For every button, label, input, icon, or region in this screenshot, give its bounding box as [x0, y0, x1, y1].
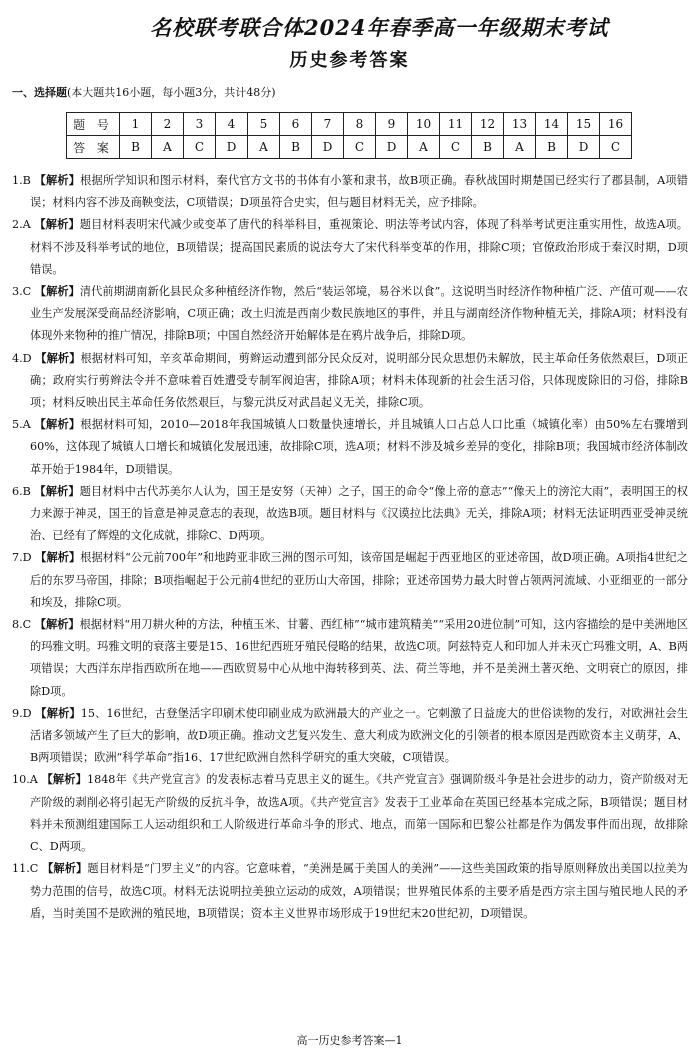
question-number-row	[67, 113, 632, 136]
explanation-item	[12, 614, 688, 703]
table-cell: B	[120, 136, 152, 159]
page-footer: 高一历史参考答案—1	[296, 1034, 403, 1047]
item-text: 根据材料可知，辛亥革命期间，剪辫运动遭到部分民众反对，说明部分民众思想仍未解放，民主革命任务依然艰巨，D项正确；政府实行剪辫法令并不意味着百姓遭受专制军阀迫害，排除A项；材料未体现新的社会生活习俗，只体现废除旧的习俗，排除B项；材料反映出民主革命任务依然艰巨，与黎元洪反对武昌起义无关，排除C项。	[30, 351, 688, 410]
item-number: 2.A	[12, 218, 31, 232]
table-cell: B	[472, 136, 504, 159]
item-text: 根据材料“公元前700年”和地跨亚非欧三洲的图示可知，该帝国是崛起于西亚地区的亚述帝国，故D项正确。A项指4世纪之后的东罗马帝国，排除；B项指崛起于公元前4世纪的亚历山大帝国，排除；亚述帝国势力最大时曾占领两河流域、小亚细亚的一部分和埃及，排除C项。	[30, 551, 688, 609]
item-text: 根据材料可知，2010—2018年我国城镇人口数量快速增长，并且城镇人口占总人口比重（城镇化率）由50%左右骤增到60%，这体现了城镇人口增长和城镇化发展迅速，故排除C项，选A项；材料不涉及城乡差异的变化，排除B项；我国城市经济体制改革开始于1984年，D项错误。	[30, 418, 688, 476]
item-number: 9.D	[12, 706, 32, 720]
item-number: 4.D	[12, 351, 32, 365]
item-tag: 【解析】	[34, 174, 81, 187]
item-tag: 【解析】	[34, 484, 80, 498]
table-cell: A	[408, 136, 440, 159]
table-cell: D	[376, 136, 408, 159]
table-cell: A	[152, 136, 184, 159]
page-subtitle: 历史参考答案	[289, 50, 410, 71]
table-cell: D	[216, 136, 248, 159]
table-cell: D	[312, 136, 344, 159]
item-number: 3.C	[12, 285, 32, 299]
item-number: 7.D	[12, 551, 32, 565]
item-text: 1848年《共产党宣言》的发表标志着马克思主义的诞生。《共产党宣言》强调阶级斗争是社会进步的动力，资产阶级对无产阶级的剥削必将引起无产阶级的反抗斗争，故选A项。《共产党宣言》发表于工业革命在英国已经基本完成之际，B项错误；题目材料并未预测组建国际工人运动组织和工人阶级进行革命斗争的形式、地点，而第一国际和巴黎公社都是作为偶发事件而出现，故排除C、D两项。	[30, 773, 689, 854]
explanation-list	[12, 170, 688, 925]
item-tag: 【解析】	[34, 418, 81, 432]
table-cell: 16	[600, 113, 632, 136]
table-cell: 7	[312, 113, 344, 136]
item-text: 根据材料“用刀耕火种的方法，种植玉米、甘薯、西红柿”“城市建筑精美”“采用20进位制”可知，这内容描绘的是中美洲地区的玛雅文明。玛雅文明的衰落主要是15、16世纪西班牙殖民侵略的结果，故选C项。阿兹特克人和印加人并未灭亡玛雅文明，A、B两项错误；大西洋东岸指西欧所在地——西欧贸易中心从地中海转移到英、法、荷兰等地，并不是美洲土著灭绝、文明衰亡的原因，排除D项。	[30, 618, 688, 698]
answer-row	[67, 136, 632, 159]
explanation-item	[12, 348, 688, 415]
table-cell: 9	[376, 113, 408, 136]
table-cell: 2	[152, 113, 184, 136]
table-cell: 12	[472, 113, 504, 136]
table-cell: 1	[120, 113, 152, 136]
item-tag: 【解析】	[34, 285, 80, 299]
item-tag: 【解析】	[35, 551, 81, 565]
table-cell: B	[536, 136, 568, 159]
item-tag: 【解析】	[35, 351, 81, 365]
explanation-item	[12, 414, 688, 481]
item-number: 11.C	[12, 862, 39, 876]
explanation-item	[12, 547, 688, 614]
table-cell: A	[504, 136, 536, 159]
item-tag: 【解析】	[34, 218, 80, 232]
table-cell: 3	[184, 113, 216, 136]
table-cell: C	[440, 136, 472, 159]
item-text: 15、16世纪，古登堡活字印刷术使印刷业成为欧洲最大的产业之一。它刺激了日益庞大的世俗读物的发行，对欧洲社会生活诸多领域产生了巨大的影响，故D项正确。推动文艺复兴发生、意大利成为欧洲文化的引领者的根本原因是西欧资本主义萌芽，A、B两项错误；欧洲“科学革命”指16、17世纪欧洲自然科学研究的重大突破，C项错误。	[30, 706, 688, 765]
table-cell: D	[568, 136, 600, 159]
item-number: 6.B	[12, 484, 31, 498]
table-cell: A	[248, 136, 280, 159]
item-tag: 【解析】	[35, 706, 81, 720]
table-cell: 5	[248, 113, 280, 136]
table-cell: 14	[536, 113, 568, 136]
explanation-item	[12, 170, 688, 214]
item-number: 5.A	[12, 418, 31, 432]
answer-table	[66, 112, 632, 159]
explanation-item	[12, 481, 688, 548]
table-cell: C	[344, 136, 376, 159]
row-header-answers: 答 案	[67, 136, 120, 159]
explanation-item	[12, 858, 688, 925]
item-number: 10.A	[12, 773, 38, 787]
table-cell: B	[280, 136, 312, 159]
row-header-numbers: 题 号	[67, 113, 120, 136]
item-number: 1.B	[12, 174, 31, 187]
item-text: 题目材料中古代苏美尔人认为，国王是安努（天神）之子，国王的命令“像上帝的意志”“像天上的滂沱大雨”，表明国王的权力来源于神灵，国王的旨意是神灵意志的表现，故选B项。题目材料与《汉谟拉比法典》无关，排除A项；材料无法证明西亚受神灵统治、已经有了辉煌的文化成就，排除C、D两项。	[30, 484, 688, 543]
item-text: 清代前期湖南新化县民众多种植经济作物，然后“装运邻境，易谷米以食”。这说明当时经济作物种植广泛、产值可观——农业生产发展深受商品经济影响，C项正确；改土归流是西南少数民族地区的事件，并且与湖南经济作物种植无关，排除A项；材料没有体现外来物种的推广情况，排除B项；中国自然经济开始解体是在鸦片战争后，排除D项。	[30, 285, 688, 343]
explanation-item	[12, 214, 688, 281]
table-cell: C	[600, 136, 632, 159]
section-note: (本大题共16小题，每小题3分，共计48分)	[67, 86, 276, 99]
item-number: 8.C	[12, 618, 32, 632]
item-tag: 【解析】	[41, 773, 87, 787]
table-cell: 8	[344, 113, 376, 136]
table-cell: C	[184, 136, 216, 159]
table-cell: 6	[280, 113, 312, 136]
section-label: 一、选择题	[12, 86, 67, 99]
explanation-item	[12, 769, 688, 858]
item-text: 题目材料是“门罗主义”的内容。它意味着，“美洲是属于美国人的美洲”——这些美国政策的指导原则释放出美国以拉美为势力范围的信号，故选C项。材料无法说明拉美独立运动的成效，A项错误；世界殖民体系的主要矛盾是西方宗主国与殖民地人民的矛盾，当时美国不是欧洲的殖民地，B项错误；资本主义世界市场形成于19世纪末20世纪初，D项错误。	[30, 862, 688, 920]
table-cell: 11	[440, 113, 472, 136]
explanation-item	[12, 281, 688, 348]
table-cell: 10	[408, 113, 440, 136]
page-title: 名校联考联合体2024年春季高一年级期末考试	[150, 15, 609, 40]
item-text: 根据所学知识和图示材料，秦代官方文书的书体有小篆和隶书，故B项正确。春秋战国时期楚国已经实行了郡县制，A项错误；材料内容不涉及商鞅变法，C项错误；D项虽符合史实，但与题目材料无关，应予排除。	[30, 174, 688, 210]
item-text: 题目材料表明宋代减少或变革了唐代的科举科目，重视策论、明法等考试内容，体现了科举考试更注重实用性，故选A项。材料不涉及科举考试的地位，B项错误；提高国民素质的说法夸大了宋代科举变革的作用，排除C项；官僚政治形成于秦汉时期，D项错误。	[30, 218, 688, 276]
explanation-item	[12, 703, 688, 770]
item-tag: 【解析】	[34, 618, 80, 632]
section-heading	[12, 84, 276, 100]
table-cell: 15	[568, 113, 600, 136]
item-tag: 【解析】	[42, 862, 88, 876]
table-cell: 13	[504, 113, 536, 136]
table-cell: 4	[216, 113, 248, 136]
